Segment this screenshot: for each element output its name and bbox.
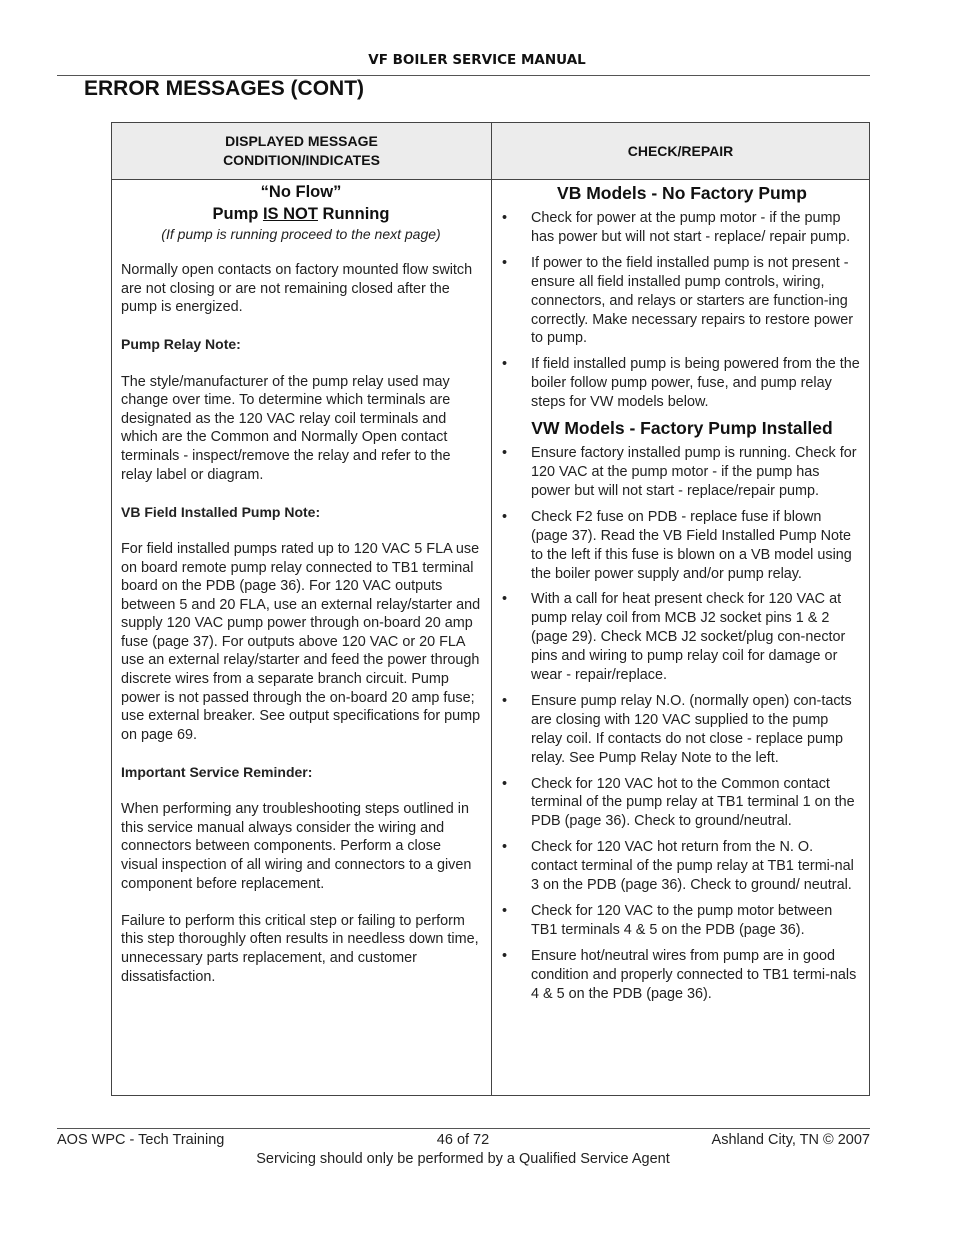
- column-header-condition-line2: CONDITION/INDICATES: [223, 152, 380, 168]
- vw-models-heading: VW Models - Factory Pump Installed: [531, 418, 833, 439]
- list-item-text: Ensure pump relay N.O. (normally open) con-tacts are closing with 120 VAC supplied to the pump relay coil. If contacts do not close - replace pump relay. See Pump Relay Note to the left.: [531, 692, 852, 766]
- bullet-icon: •: [502, 210, 508, 226]
- bullet-icon: •: [502, 591, 508, 608]
- column-header-condition: [112, 123, 491, 179]
- check-repair-cell: [502, 181, 862, 1011]
- bullet-icon: •: [502, 775, 508, 792]
- list-item-text: Check for 120 VAC to the pump motor between TB1 terminals 4 & 5 on the PDB (page 36).: [531, 903, 833, 938]
- list-item-text: If field installed pump is being powered from the the boiler follow pump power, fuse, and pump relay steps for VW models below.: [531, 356, 860, 411]
- error-message-table: [111, 122, 870, 1096]
- list-item-text: Check for power at the pump motor - if the pump has power but will not start - replace/ repair pump.: [531, 210, 851, 245]
- header-divider: [57, 75, 870, 76]
- service-reminder-text-2: Failure to perform this critical step or failing to perform this step thoroughly often results in needless down time, unnecessary parts replacement, and customer dissatisfaction.: [121, 912, 479, 985]
- bullet-icon: •: [502, 903, 508, 919]
- displayed-message: “No Flow”: [260, 183, 342, 201]
- footer-service-note: Servicing should only be performed by a Qualified Service Agent: [256, 1151, 670, 1167]
- list-item: [502, 902, 862, 940]
- list-item-text: Check for 120 VAC hot return from the N. O. contact terminal of the pump relay at TB1 termi-nal 3 on the PDB (page 36). Check to ground/ neutral.: [531, 839, 854, 894]
- condition-cell: [121, 181, 481, 1005]
- bullet-icon: •: [502, 356, 508, 373]
- condition-title: [121, 203, 481, 225]
- pump-relay-note-heading: Pump Relay Note:: [121, 336, 241, 353]
- footer-left: AOS WPC - Tech Training: [57, 1132, 225, 1148]
- vb-field-pump-note-heading: VB Field Installed Pump Note:: [121, 503, 321, 520]
- list-item: [502, 444, 862, 501]
- vw-models-list: [502, 444, 862, 1003]
- condition-title-emphasis: IS NOT: [262, 205, 318, 223]
- list-item: [502, 355, 862, 412]
- list-item: [502, 590, 862, 685]
- pump-relay-note-text: The style/manufacturer of the pump relay used may change over time. To determine which terminals are designated as the 120 VAC relay coil terminals and which are the Common and Normally Open contact terminals - inspect/remove the relay and refer to the relay label or diagram.: [121, 373, 451, 483]
- list-item: [502, 209, 862, 247]
- bullet-icon: •: [502, 839, 508, 856]
- footer-divider: [57, 1128, 870, 1129]
- list-item: [502, 947, 862, 1004]
- list-item: [502, 838, 862, 895]
- list-item: [502, 775, 862, 832]
- condition-subtitle: (If pump is running proceed to the next page): [161, 226, 441, 242]
- list-item-text: Check for 120 VAC hot to the Common contact terminal of the pump relay at TB1 terminal 1 on the PDB (page 36). Check to ground/neutral.: [531, 775, 855, 830]
- condition-description: Normally open contacts on factory mounted flow switch are not closing or are not remaining closed after the pump is energized.: [121, 262, 473, 316]
- bullet-icon: •: [502, 254, 508, 271]
- list-item-text: Check F2 fuse on PDB - replace fuse if blown (page 37). Read the VB Field Installed Pump Note to the left if this fuse is blown on a VB model using the boiler power supply and/or pump relay.: [531, 508, 852, 582]
- bullet-icon: •: [502, 445, 508, 462]
- list-item-text: Ensure factory installed pump is running. Check for 120 VAC at the pump motor - if the pump has power but will not start - replace/repair pump.: [531, 445, 857, 499]
- list-item: [502, 508, 862, 584]
- column-header-condition-line1: DISPLAYED MESSAGE: [225, 133, 378, 149]
- bullet-icon: •: [502, 508, 508, 525]
- vb-models-heading: VB Models - No Factory Pump: [557, 183, 807, 203]
- list-item-text: Ensure hot/neutral wires from pump are in good condition and properly connected to TB1 termi-nals 4 & 5 on the PDB (page 36).: [531, 947, 857, 1002]
- list-item: [502, 692, 862, 768]
- bullet-icon: •: [502, 692, 508, 709]
- condition-title-pre: Pump: [212, 205, 263, 223]
- list-item-text: If power to the field installed pump is not present - ensure all field installed pump controls, wiring, connectors, and relays or starters are function-ing correctly. Make necessary repairs to restore power to pump.: [531, 254, 854, 347]
- vb-field-pump-note-text: For field installed pumps rated up to 120 VAC 5 FLA use on board remote pump relay connected to TB1 terminal board on the PDB (page 36). For 120 VAC outputs between 5 and 20 FLA, use an external relay/starter and supply 120 VAC pump power through on-board 20 amp fuse (page 37). For outputs above 120 VAC or 20 FLA use an external relay/starter and feed the power through discrete wires from a separate branch circuit. Pump power is not passed through the on-board 20 amp fuse; use external breaker. See output specifications for pump on page 69.: [121, 540, 481, 743]
- bullet-icon: •: [502, 947, 508, 964]
- footer-right: Ashland City, TN © 2007: [711, 1132, 870, 1148]
- vb-models-list: [502, 209, 862, 412]
- page-number: 46 of 72: [436, 1132, 490, 1148]
- service-reminder-heading: Important Service Reminder:: [121, 764, 313, 781]
- condition-title-post: Running: [317, 205, 390, 223]
- list-item: [502, 254, 862, 349]
- list-item-text: With a call for heat present check for 120 VAC at pump relay coil from MCB J2 socket pins 1 & 2 (page 29). Check MCB J2 socket/plug con-nector pins and wiring to pump relay coil for damage or wear - repair/replace.: [531, 591, 846, 684]
- page-title: ERROR MESSAGES (CONT): [84, 77, 365, 100]
- service-reminder-text-1: When performing any troubleshooting steps outlined in this service manual always consider the wiring and connectors between components. Perform a close visual inspection of all wiring and connectors to a given component before replacement.: [121, 801, 472, 892]
- manual-title: VF BOILER SERVICE MANUAL: [368, 52, 586, 68]
- column-header-check-repair: CHECK/REPAIR: [627, 142, 734, 159]
- column-divider: [491, 123, 492, 1095]
